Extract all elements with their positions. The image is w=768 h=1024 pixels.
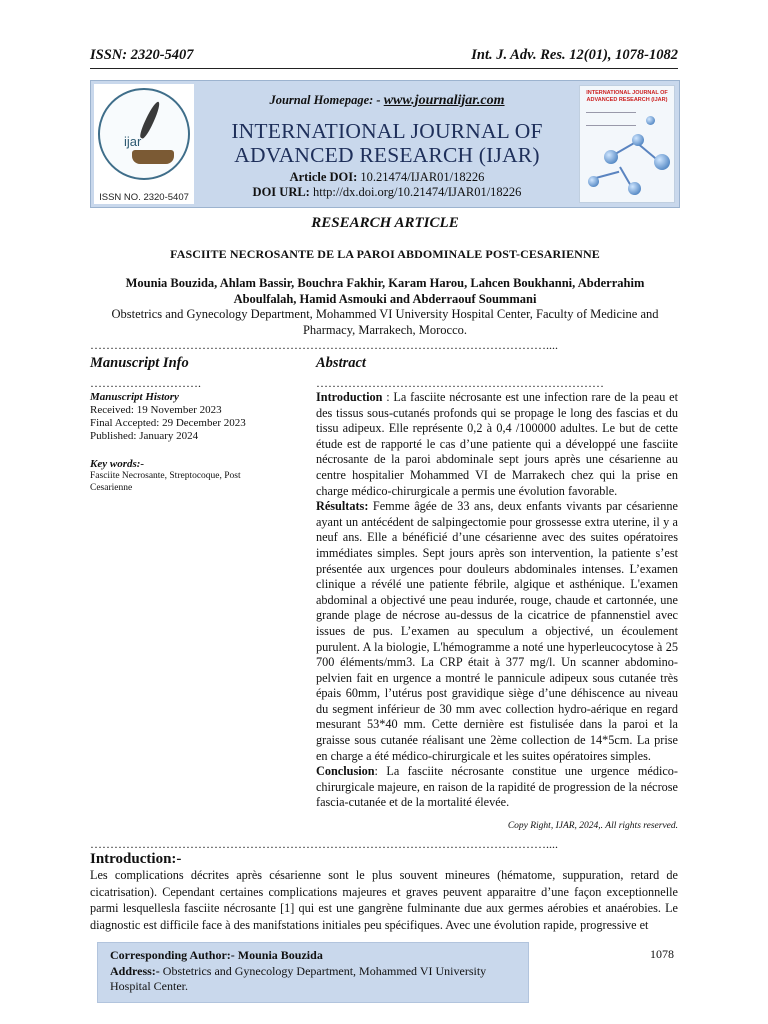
received-date: Received: 19 November 2023 [90,404,222,416]
abstract-conclusion-text: : La fasciite nécrosante constitue une urgence médico-chirurgicale majeure, en raison de la rapidité de progression de la nécrose fascia-cutanée et de la mortalité élevée. [316,764,678,810]
page-number: 1078 [650,947,674,961]
doi-url-label: DOI URL: [252,185,310,199]
address-text: Obstetrics and Gynecology Department, Mohammed VI University Hospital Center. [110,963,487,993]
molecule-node [604,150,618,164]
introduction-text: Les complications décrites après césarienne sont le plus souvent mineures (hématome, suppuration, retard de cicatrisation). Cependant certaines complications majeures et graves peuvent apparaitre d’une façon exceptionnelle parmi lesquellesla fasciite nécrosante [1] qui est une gangrène fulminante due aux germes aérobies et anaérobies. Le diagnostic est difficile face à des manifstations initiales peu spécifiques. Avec une évolution rapide, progressive et [90,868,678,932]
cover-title: INTERNATIONAL JOURNAL OF ADVANCED RESEARCH (IJAR) [586,90,668,103]
logo-circle [98,88,190,180]
abstract-dots: ……………………………………………………………… [316,376,604,390]
address-label: Address:- [110,963,160,978]
abstract-introduction [316,390,678,499]
molecule-node [632,134,644,146]
manuscript-info-heading: Manuscript Info [90,355,189,371]
book-icon [132,150,174,164]
journal-title [199,119,575,167]
header-rule [90,68,678,69]
manuscript-history [90,391,260,443]
article-doi-label: Article DOI: [289,170,358,184]
abstract-conclusion-label: Conclusion [316,764,375,779]
corresponding-author-box [97,942,529,1003]
abstract-intro-label: Introduction [316,390,383,404]
published-date: Published: January 2024 [90,430,199,442]
abstract-conclusion [316,764,678,811]
banner-center [199,81,575,207]
abstract-heading: Abstract [316,355,366,371]
journal-title-line1: INTERNATIONAL JOURNAL OF [231,119,543,143]
corresponding-author-label: Corresponding Author:- Mounia Bouzida [110,948,323,962]
doi-url-link[interactable]: http://dx.doi.org/10.21474/IJAR01/18226 [312,185,522,199]
keywords-label: Key words:- [90,458,145,470]
separator-top: …………………………………………………………………………………………………….... [90,338,558,352]
journal-banner [90,80,680,208]
abstract-results-text: Femme âgée de 33 ans, deux enfants vivants par césarienne ayant un antécédent de salpingectomie pour grossesse extra uterine, il y a neuf ans. Elle a bénéficié d’une césarienne avec des suites opératoires immédiates simples. Sept jours après son intervention, la patiente s’est présentée aux urgences pour douleurs abdominales intenses. L’examen clinique a révélé une patiente fébrile, algique et asthénique. L'examen abdominal a objectivé une peau indurée, rouge, chaude et cartonnée, une grande plage de nécrose au-dessus de la cicatrice de pfannenstiel avec issues de pus. L’examen au speculum a objectivé, un écoulement purulent. A la biologie, L'hémogramme a noté une hyperleucocytose à 25 700 éléments/mm3. La CRP était à 377 mg/l. Un scanner abdomino-pelvien fait en urgence a montré le pannicule adipeux sous cutanée très épais 60mm, l’utérus post gravidique siège d’une déhiscence au niveau du segment inférieur de 30 mm avec collection hydro-aérique en regard mesurant 53*40 mm. Cette dernière est fistulisée dans la paroi et la graisse sous cutanée réalisant une 2ème collection de 14*5cm. La prise en charge a été médico-chirurgicale et les suites opératoires simples. [316,499,678,763]
article-type: RESEARCH ARTICLE [311,215,459,231]
history-label: Manuscript History [90,391,179,403]
journal-title-line2: ADVANCED RESEARCH (IJAR) [234,143,540,167]
homepage-label: Journal Homepage: - [269,93,381,107]
abstract-intro-text: : La fasciite nécrosante est une infection rare de la peau et des tissus sous-cutanés profonds qui se propage le long des fascias et du tissu adipeux. Elle représente 0,2 à 0,4 /100000 adultes. Le but de cette étude est de rapporté le cas d’une patiente qui a développé une fasciite nécrosante de la paroi abdominale sept jours après une césarienne au centre hospitalier Mohammed VI de Marrakech chez qui la prise en charge médico-chirurgicale a permis une évolution favorable. [316,390,678,498]
journal-logo [94,84,194,204]
keywords-text: Fasciite Necrosante, Streptocoque, Post Cesarienne [90,471,241,493]
molecule-node [646,116,655,125]
homepage-link[interactable]: www.journalijar.com [383,93,505,108]
molecule-node [628,182,641,195]
authors: Mounia Bouzida, Ahlam Bassir, Bouchra Fakhir, Karam Harou, Lahcen Boukhanni, Abderrahim Aboulfalah, Hamid Asmouki and Abderraouf Soummani [125,276,645,306]
doi-url [199,185,575,200]
quill-icon [138,100,162,140]
molecule-node [654,154,670,170]
molecule-node [588,176,599,187]
keywords-block [90,458,260,494]
accepted-date: Final Accepted: 29 December 2023 [90,417,246,429]
issn-text: ISSN: 2320-5407 [90,47,194,63]
article-title: FASCIITE NECROSANTE DE LA PAROI ABDOMINALE POST-CESARIENNE [170,247,600,261]
introduction-heading: Introduction:- [90,851,182,867]
article-doi [199,170,575,185]
affiliation: Obstetrics and Gynecology Department, Mohammed VI University Hospital Center, Faculty of Medicine and Pharmacy, Marrakech, Morocco. [111,307,659,337]
manuscript-info-dots: ………………………. [90,376,201,390]
article-doi-value: 10.21474/IJAR01/18226 [360,170,485,184]
separator-bottom: …………………………………………………………………………………………………….... [90,837,558,851]
citation-text: Int. J. Adv. Res. 12(01), 1078-1082 [471,47,678,63]
journal-cover-image [579,85,675,203]
abstract-results-label: Résultats: [316,499,369,514]
abstract-results [316,499,678,764]
abstract-body [316,390,678,811]
logo-text: ijar [124,134,142,149]
journal-homepage [199,93,575,109]
copyright: Copy Right, IJAR, 2024,. All rights reserved. [507,821,678,831]
cover-text-lines [586,112,636,126]
logo-issn: ISSN NO. 2320-5407 [99,192,189,203]
